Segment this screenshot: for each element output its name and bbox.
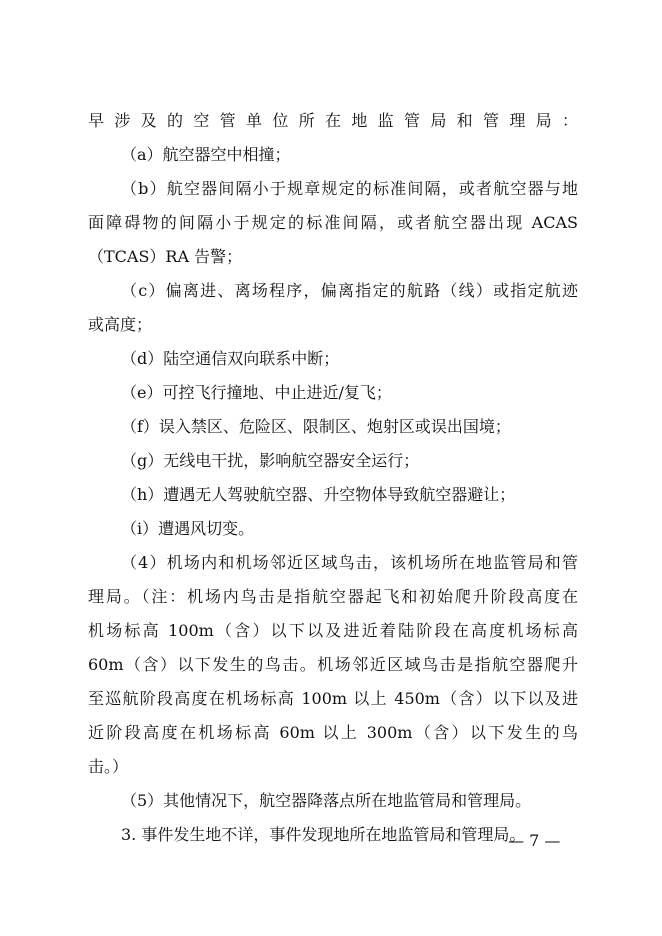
text-line-14: （4）机场内和机场邻近区域鸟击，该机场所在地监管局和管	[121, 553, 578, 572]
text-line-9: （e）可控飞行撞地、中止进近/复飞；	[121, 383, 392, 402]
text-line-21: （5）其他情况下，航空器降落点所在地监管局和管理局。	[121, 791, 532, 810]
text-line-18: 至巡航阶段高度在机场标高 100m 以上 450m（含）以下以及进	[88, 689, 578, 708]
text-line-13: （i）遭遇风切变。	[121, 519, 255, 538]
text-line-10: （f）误入禁区、危险区、限制区、炮射区或误出国境；	[121, 417, 511, 436]
text-line-20: 击。）	[88, 757, 129, 776]
text-line-1: 早涉及的空管单位所在地监管局和管理局：	[88, 111, 578, 130]
text-line-22: 3. 事件发生地不详，事件发现地所在地监管局和管理局。	[121, 825, 526, 844]
text-line-15: 理局。（注：机场内鸟击是指航空器起飞和初始爬升阶段高度在	[88, 587, 578, 606]
text-line-6: （c）偏离进、离场程序，偏离指定的航路（线）或指定航迹	[121, 281, 578, 300]
page-number: — 7 —	[508, 831, 561, 850]
text-line-3: （b）航空器间隔小于规章规定的标准间隔，或者航空器与地	[121, 179, 578, 198]
text-line-7: 或高度；	[88, 315, 153, 334]
text-line-12: （h）遭遇无人驾驶航空器、升空物体导致航空器避让；	[121, 485, 516, 504]
text-line-16: 机场标高 100m（含）以下以及进近着陆阶段在高度机场标高	[88, 621, 578, 640]
text-line-11: （g）无线电干扰，影响航空器安全运行；	[121, 451, 420, 470]
text-line-4: 面障碍物的间隔小于规定的标准间隔，或者航空器出现 ACAS	[88, 213, 578, 232]
text-line-2: （a）航空器空中相撞；	[121, 145, 291, 164]
text-line-8: （d）陆空通信双向联系中断；	[121, 349, 340, 368]
text-line-17: 60m（含）以下发生的鸟击。机场邻近区域鸟击是指航空器爬升	[88, 655, 578, 674]
body-text	[88, 104, 578, 852]
text-line-5: （TCAS）RA 告警；	[88, 247, 243, 266]
text-line-19: 近阶段高度在机场标高 60m 以上 300m（含）以下发生的鸟	[88, 723, 578, 742]
